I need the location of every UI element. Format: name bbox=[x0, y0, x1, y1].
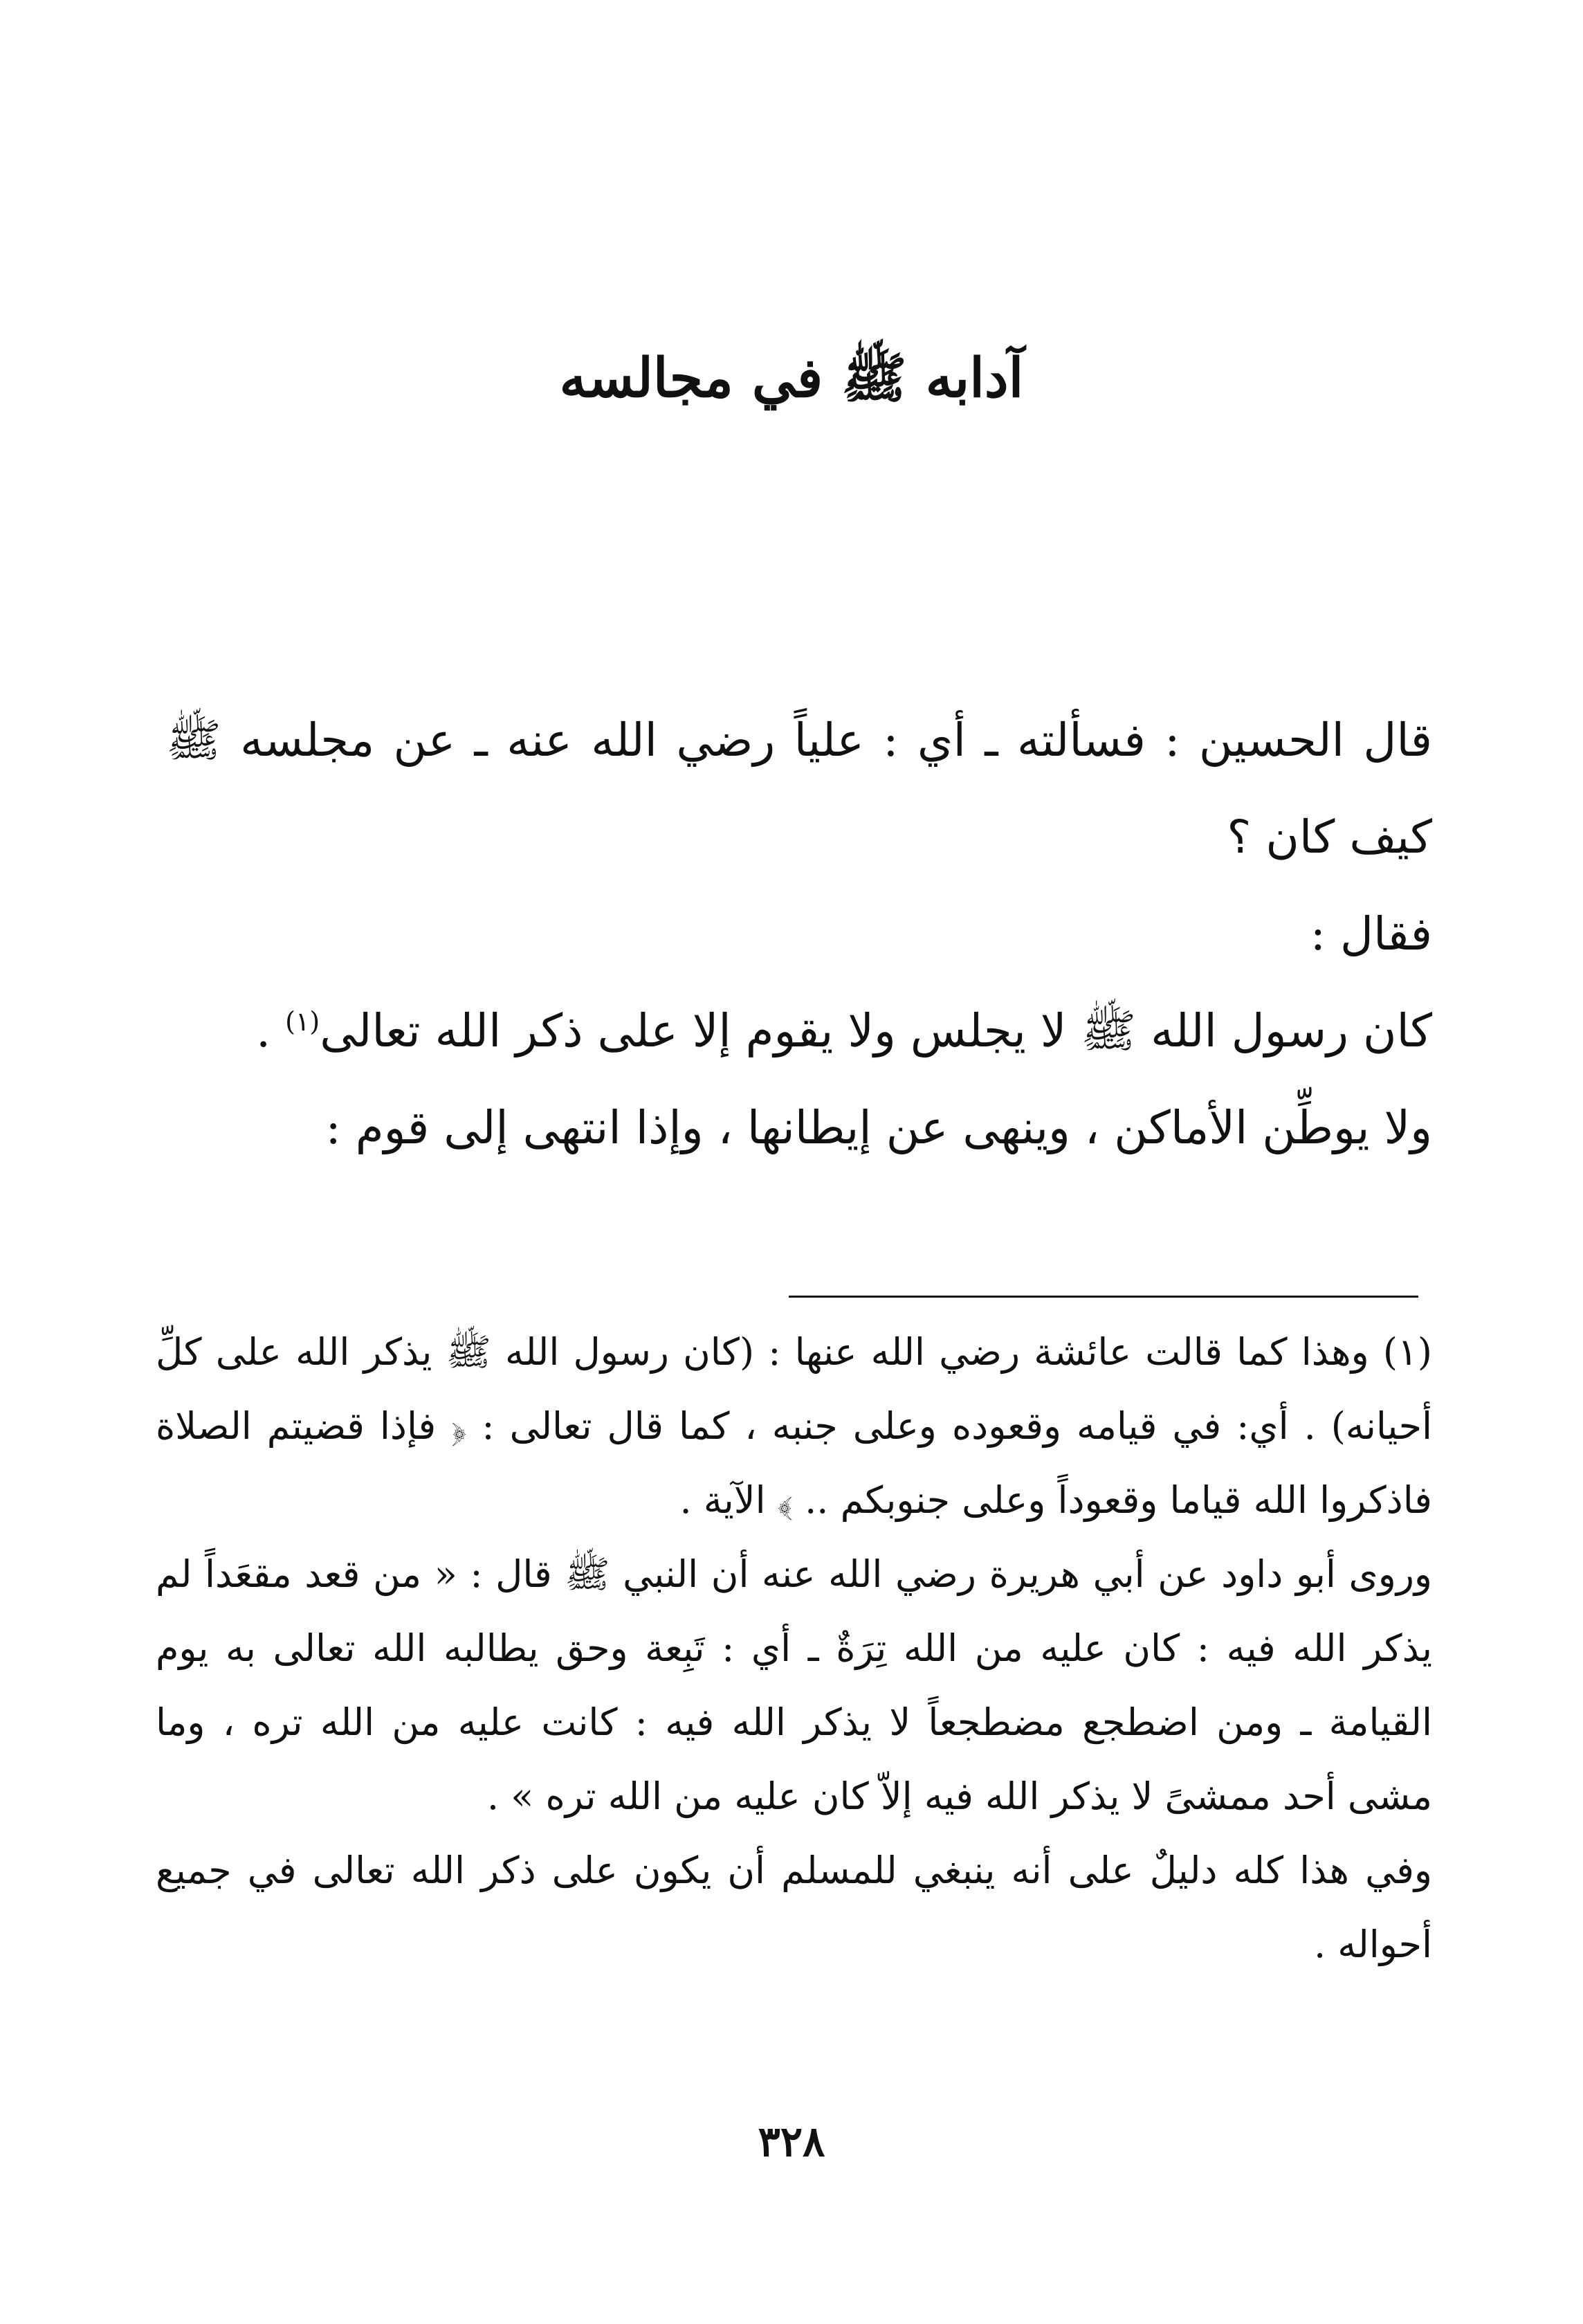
paragraph-3 bbox=[166, 983, 1432, 1080]
paragraph-4: ولا يوطِّن الأماكن ، وينهى عن إيطانها ، وإذا انتهى إلى قوم : bbox=[325, 1101, 1432, 1154]
page-title: آدابه ﷺ في مجالسه bbox=[559, 347, 1024, 410]
footnote-1-part-3: وفي هذا كله دليلٌ على أنه ينبغي للمسلم أن يكون على ذكر الله تعالى في جميع أحواله . bbox=[156, 1849, 1432, 1966]
footnote-reference: (١) bbox=[285, 1006, 320, 1037]
paragraph-2: فقال : bbox=[1310, 907, 1432, 961]
footnote-1-part-2: وروى أبو داود عن أبي هريرة رضي الله عنه أن النبي ﷺ قال : « من قعد مقعَداً لم يذكر الله فيه : كان عليه من الله تِرَةٌ ـ أي : تَبِعة وحق يطالبه الله تعالى به يوم القيامة ـ ومن اضطجع مضطجعاً لا يذكر الله فيه : كانت عليه من الله تره ، وما مشى أحد ممشىً لا يذكر الله فيه إلاّ كان عليه من الله تره » . bbox=[156, 1552, 1432, 1818]
page-number: ٣٢٨ bbox=[758, 2118, 825, 2166]
main-text bbox=[166, 692, 1432, 1177]
paragraph-1: قال الحسين : فسألته ـ أي : علياً رضي الله عنه ـ عن مجلسه ﷺ كيف كان ؟ bbox=[166, 714, 1432, 864]
footnotes bbox=[156, 1315, 1432, 1981]
paragraph-3-end: . bbox=[256, 1004, 286, 1057]
footnote-separator bbox=[789, 1296, 1418, 1298]
footnote-1-part-1: (١) وهذا كما قالت عائشة رضي الله عنها : (كان رسول الله ﷺ يذكر الله على كلِّ أحيانه) . أي: في قيامه وقعوده وعلى جنبه ، كما قال تعالى : ﴿ فإذا قضيتم الصلاة فاذكروا الله قياما وقعوداً وعلى جنوبكم .. ﴾ الآية . bbox=[156, 1330, 1432, 1522]
paragraph-3-text: كان رسول الله ﷺ لا يجلس ولا يقوم إلا على ذكر الله تعالى bbox=[320, 1004, 1432, 1057]
